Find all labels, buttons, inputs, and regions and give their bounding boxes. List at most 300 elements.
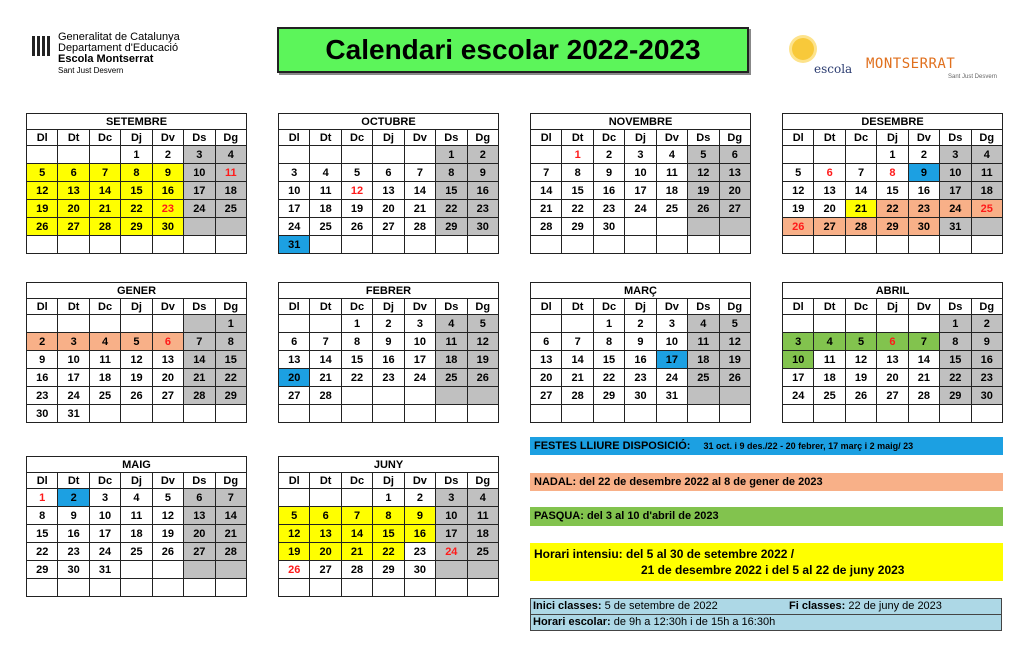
weekday-header: Dc [89,299,120,315]
day-cell: 19 [279,543,310,561]
weekday-header: Dc [593,299,624,315]
day-cell [310,236,341,254]
day-cell: 16 [152,182,183,200]
day-cell: 24 [279,218,310,236]
day-cell [58,236,89,254]
day-cell: 15 [121,182,152,200]
day-cell: 15 [373,525,404,543]
day-cell: 26 [783,218,814,236]
day-cell: 18 [89,369,120,387]
weekday-header: Dj [877,130,908,146]
weekday-header: Dt [58,299,89,315]
day-cell [152,315,183,333]
end-value: 22 de juny de 2023 [848,600,942,612]
day-cell: 20 [373,200,404,218]
day-cell [814,146,845,164]
day-cell: 21 [184,369,215,387]
day-cell [531,405,562,423]
day-cell: 27 [877,387,908,405]
day-cell: 7 [531,164,562,182]
day-cell [971,405,1002,423]
day-cell: 2 [971,315,1002,333]
day-cell: 13 [152,351,183,369]
day-cell: 10 [436,507,467,525]
day-cell [341,405,372,423]
day-cell: 31 [279,236,310,254]
day-cell [89,405,120,423]
day-cell: 24 [89,543,120,561]
month-calendar [782,113,1003,254]
day-cell: 16 [58,525,89,543]
day-cell: 8 [877,164,908,182]
day-cell [373,387,404,405]
day-cell: 18 [215,182,246,200]
day-cell [152,236,183,254]
weekday-header: Ds [436,473,467,489]
day-cell [467,387,498,405]
school-logo [778,36,1000,80]
day-cell: 15 [436,182,467,200]
weekday-header: Dt [310,473,341,489]
day-cell: 9 [908,164,939,182]
day-cell: 23 [58,543,89,561]
day-cell [625,236,656,254]
class-dates-row [530,598,1002,615]
day-cell: 4 [467,489,498,507]
day-cell: 15 [562,182,593,200]
day-cell: 14 [562,351,593,369]
weekday-header: Dt [814,299,845,315]
end-info [789,599,942,614]
day-cell: 24 [625,200,656,218]
weekday-header: Dv [152,473,183,489]
day-cell: 6 [310,507,341,525]
day-cell: 11 [436,333,467,351]
day-cell: 13 [814,182,845,200]
day-cell: 18 [121,525,152,543]
weekday-header: Dt [58,473,89,489]
day-cell: 1 [341,315,372,333]
day-cell: 22 [940,369,971,387]
day-cell: 16 [467,182,498,200]
weekday-header: Dg [467,473,498,489]
day-cell: 21 [908,369,939,387]
weekday-header: Dl [279,473,310,489]
day-cell: 14 [531,182,562,200]
day-cell: 1 [940,315,971,333]
month-name: SETEMBRE [27,114,247,130]
day-cell: 8 [940,333,971,351]
weekday-header: Dt [58,130,89,146]
day-cell: 20 [184,525,215,543]
day-cell: 12 [152,507,183,525]
day-cell [971,236,1002,254]
day-cell: 21 [341,543,372,561]
day-cell [656,405,687,423]
weekday-header: Ds [688,130,719,146]
day-cell: 15 [593,351,624,369]
day-cell [373,579,404,597]
day-cell: 28 [908,387,939,405]
day-cell: 2 [152,146,183,164]
day-cell: 8 [215,333,246,351]
day-cell: 8 [436,164,467,182]
logo-town: Sant Just Desvern [948,74,998,80]
weekday-header: Dv [404,473,435,489]
day-cell: 3 [58,333,89,351]
day-cell [215,218,246,236]
day-cell: 29 [562,218,593,236]
day-cell: 2 [404,489,435,507]
day-cell [467,236,498,254]
day-cell: 2 [625,315,656,333]
day-cell: 3 [184,146,215,164]
day-cell: 6 [184,489,215,507]
day-cell: 28 [184,387,215,405]
day-cell [341,146,372,164]
day-cell [845,315,876,333]
day-cell [215,579,246,597]
day-cell: 7 [562,333,593,351]
legend-intensive-line1: Horari intensiu: del 5 al 30 de setembre 2022 / [534,547,795,561]
day-cell: 23 [467,200,498,218]
weekday-header: Ds [940,299,971,315]
day-cell [279,579,310,597]
day-cell: 24 [58,387,89,405]
day-cell: 3 [404,315,435,333]
day-cell: 28 [215,543,246,561]
day-cell: 7 [908,333,939,351]
day-cell: 19 [152,525,183,543]
day-cell: 30 [908,218,939,236]
day-cell: 2 [593,146,624,164]
day-cell [89,579,120,597]
day-cell: 11 [814,351,845,369]
day-cell: 19 [341,200,372,218]
day-cell: 12 [719,333,750,351]
day-cell: 28 [89,218,120,236]
day-cell [531,236,562,254]
day-cell: 24 [436,543,467,561]
day-cell: 23 [27,387,58,405]
day-cell: 23 [971,369,1002,387]
day-cell: 21 [531,200,562,218]
weekday-header: Dl [783,130,814,146]
weekday-header: Dl [27,473,58,489]
day-cell: 17 [783,369,814,387]
day-cell: 12 [783,182,814,200]
day-cell: 24 [940,200,971,218]
day-cell: 22 [562,200,593,218]
day-cell: 9 [373,333,404,351]
day-cell [184,579,215,597]
day-cell: 9 [152,164,183,182]
day-cell: 10 [279,182,310,200]
weekday-header: Ds [688,299,719,315]
month-name: DESEMBRE [783,114,1003,130]
day-cell: 13 [310,525,341,543]
day-cell: 26 [845,387,876,405]
day-cell: 20 [58,200,89,218]
day-cell: 18 [814,369,845,387]
day-cell: 19 [27,200,58,218]
day-cell [467,579,498,597]
day-cell: 30 [593,218,624,236]
day-cell [436,236,467,254]
day-cell: 16 [625,351,656,369]
day-cell: 21 [215,525,246,543]
day-cell: 5 [688,146,719,164]
day-cell: 22 [341,369,372,387]
day-cell: 10 [89,507,120,525]
day-cell: 26 [121,387,152,405]
day-cell: 21 [89,200,120,218]
day-cell [341,387,372,405]
day-cell [89,146,120,164]
day-cell: 22 [121,200,152,218]
day-cell: 9 [404,507,435,525]
weekday-header: Ds [184,473,215,489]
weekday-header: Dg [719,130,750,146]
day-cell: 28 [845,218,876,236]
day-cell: 27 [719,200,750,218]
start-label: Inici classes: [533,600,602,612]
weekday-header: Dt [310,299,341,315]
day-cell: 26 [279,561,310,579]
day-cell [719,236,750,254]
day-cell [656,236,687,254]
day-cell: 2 [58,489,89,507]
day-cell [562,405,593,423]
day-cell [783,405,814,423]
day-cell: 10 [783,351,814,369]
day-cell: 15 [27,525,58,543]
day-cell: 27 [310,561,341,579]
month-name: MARÇ [531,283,751,299]
schedule-label: Horari escolar: [533,616,611,628]
weekday-header: Dc [593,130,624,146]
day-cell [27,315,58,333]
day-cell: 11 [656,164,687,182]
day-cell: 6 [152,333,183,351]
day-cell: 18 [310,200,341,218]
weekday-header: Dl [27,130,58,146]
day-cell: 11 [688,333,719,351]
day-cell: 5 [467,315,498,333]
day-cell: 27 [279,387,310,405]
day-cell: 25 [121,543,152,561]
day-cell [404,387,435,405]
day-cell: 3 [940,146,971,164]
day-cell: 9 [593,164,624,182]
day-cell: 22 [436,200,467,218]
day-cell [184,218,215,236]
weekday-header: Dv [404,299,435,315]
day-cell: 6 [58,164,89,182]
day-cell: 10 [656,333,687,351]
month-name: FEBRER [279,283,499,299]
day-cell: 8 [341,333,372,351]
day-cell: 19 [783,200,814,218]
day-cell [310,489,341,507]
day-cell: 17 [58,369,89,387]
day-cell: 13 [877,351,908,369]
day-cell: 25 [89,387,120,405]
day-cell [940,236,971,254]
org-line2: Departament d'Educació [58,42,179,54]
weekday-header: Dt [562,130,593,146]
day-cell: 7 [310,333,341,351]
day-cell: 15 [215,351,246,369]
day-cell [719,387,750,405]
day-cell [467,561,498,579]
day-cell: 5 [845,333,876,351]
day-cell [688,218,719,236]
day-cell: 21 [404,200,435,218]
day-cell: 1 [562,146,593,164]
day-cell [531,146,562,164]
day-cell: 19 [121,369,152,387]
day-cell: 7 [404,164,435,182]
day-cell: 4 [121,489,152,507]
weekday-header: Dj [373,473,404,489]
day-cell: 2 [908,146,939,164]
day-cell: 6 [373,164,404,182]
day-cell [89,236,120,254]
day-cell [341,236,372,254]
weekday-header: Dg [467,130,498,146]
day-cell: 29 [215,387,246,405]
day-cell: 4 [814,333,845,351]
legend-easter: PASQUA: del 3 al 10 d'abril de 2023 [530,507,1003,526]
day-cell: 22 [877,200,908,218]
month-calendar [278,456,499,597]
day-cell: 22 [593,369,624,387]
day-cell: 9 [971,333,1002,351]
day-cell: 17 [279,200,310,218]
day-cell: 5 [152,489,183,507]
day-cell: 14 [215,507,246,525]
day-cell [404,579,435,597]
weekday-header: Dl [279,299,310,315]
day-cell: 14 [341,525,372,543]
day-cell: 15 [940,351,971,369]
weekday-header: Dc [89,473,120,489]
day-cell [58,146,89,164]
day-cell [121,579,152,597]
day-cell: 23 [625,369,656,387]
day-cell [184,405,215,423]
day-cell [436,579,467,597]
day-cell: 25 [814,387,845,405]
day-cell: 25 [310,218,341,236]
day-cell [908,315,939,333]
day-cell: 3 [783,333,814,351]
day-cell: 11 [89,351,120,369]
day-cell: 26 [341,218,372,236]
day-cell: 1 [877,146,908,164]
day-cell: 31 [89,561,120,579]
day-cell: 14 [908,351,939,369]
end-label: Fi classes: [789,600,846,612]
day-cell [184,561,215,579]
day-cell: 1 [121,146,152,164]
day-cell [404,146,435,164]
weekday-header: Dg [971,130,1002,146]
day-cell: 16 [27,369,58,387]
day-cell: 15 [341,351,372,369]
weekday-header: Dc [89,130,120,146]
day-cell [152,579,183,597]
day-cell [719,405,750,423]
legend-intensive-line2: 21 de desembre 2022 i del 5 al 22 de juny 2023 [641,563,905,577]
weekday-header: Dl [783,299,814,315]
day-cell: 7 [341,507,372,525]
day-cell: 6 [531,333,562,351]
weekday-header: Dg [971,299,1002,315]
day-cell: 17 [436,525,467,543]
day-cell: 21 [845,200,876,218]
day-cell [184,315,215,333]
day-cell: 26 [719,369,750,387]
day-cell [373,146,404,164]
day-cell: 5 [279,507,310,525]
day-cell: 5 [719,315,750,333]
day-cell [58,315,89,333]
day-cell: 17 [89,525,120,543]
day-cell: 28 [562,387,593,405]
day-cell: 20 [877,369,908,387]
weekday-header: Ds [940,130,971,146]
day-cell: 23 [373,369,404,387]
day-cell: 16 [373,351,404,369]
day-cell: 3 [89,489,120,507]
day-cell: 14 [184,351,215,369]
day-cell [341,579,372,597]
day-cell: 27 [184,543,215,561]
day-cell [27,146,58,164]
month-name: NOVEMBRE [531,114,751,130]
day-cell: 25 [971,200,1002,218]
month-name: GENER [27,283,247,299]
day-cell: 11 [121,507,152,525]
day-cell [908,236,939,254]
day-cell: 16 [593,182,624,200]
day-cell: 27 [373,218,404,236]
day-cell: 18 [971,182,1002,200]
day-cell: 9 [625,333,656,351]
day-cell: 25 [688,369,719,387]
day-cell: 6 [814,164,845,182]
weekday-header: Dl [531,130,562,146]
day-cell: 10 [184,164,215,182]
day-cell [562,315,593,333]
weekday-header: Dc [341,473,372,489]
day-cell: 17 [404,351,435,369]
day-cell: 29 [27,561,58,579]
day-cell: 20 [310,543,341,561]
day-cell: 24 [184,200,215,218]
day-cell [341,489,372,507]
month-calendar [26,456,247,597]
day-cell: 31 [656,387,687,405]
generalitat-logo-icon [32,32,52,56]
day-cell [121,315,152,333]
day-cell: 24 [404,369,435,387]
schedule-value: de 9h a 12:30h i de 15h a 16:30h [613,616,776,628]
day-cell: 22 [27,543,58,561]
day-cell: 23 [593,200,624,218]
